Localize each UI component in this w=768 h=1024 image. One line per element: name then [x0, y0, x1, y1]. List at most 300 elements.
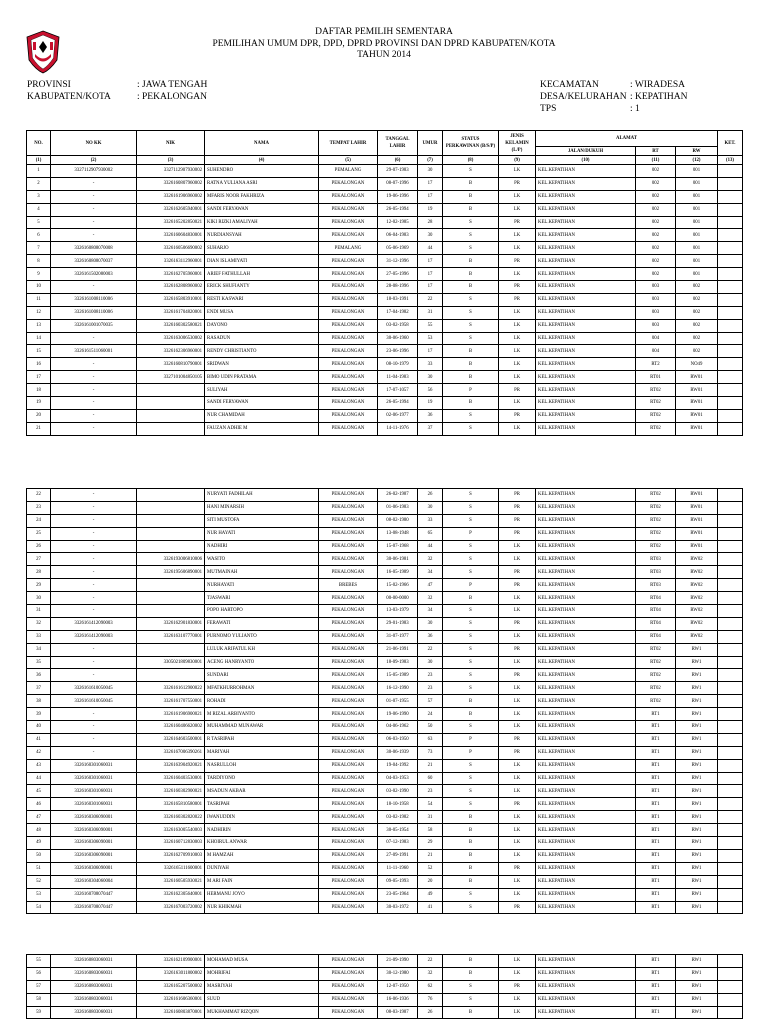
cell-rt: RT1 — [636, 993, 676, 1006]
cell-rw: RW01 — [676, 371, 718, 384]
cell-jenis-kelamin: LK — [499, 203, 536, 216]
cell-no: 59 — [27, 1006, 51, 1019]
cell-status: S — [443, 721, 499, 734]
cell-jalan-dukuh: KEL.KEPATIHAN — [536, 422, 636, 435]
cell-rw: RW1 — [676, 695, 718, 708]
header-jenis-kelamin: JENIS KELAMIN (L/P) — [499, 131, 536, 156]
cell-ket — [718, 409, 743, 422]
cell-no-kk: - — [51, 422, 137, 435]
cell-status: S — [443, 605, 499, 618]
cell-rw: 002 — [676, 345, 718, 358]
cell-umur: 23 — [418, 669, 443, 682]
cell-no: 38 — [27, 695, 51, 708]
cell-jenis-kelamin: PR — [499, 566, 536, 579]
cell-umur: 55 — [418, 319, 443, 332]
cell-nik: 3326163112960001 — [137, 255, 205, 268]
cell-status: B — [443, 967, 499, 980]
cell-jalan-dukuh: KEL.KEPATIHAN — [536, 579, 636, 592]
cell-tanggal-lahir: 27-05-1996 — [378, 268, 418, 281]
cell-nik: 3326163904920021 — [137, 759, 205, 772]
cell-rt: RT1 — [636, 824, 676, 837]
cell-rt: RT1 — [636, 785, 676, 798]
cell-ket — [718, 306, 743, 319]
cell-ket — [718, 358, 743, 371]
cell-tanggal-lahir: 03-02-1958 — [378, 319, 418, 332]
cell-jalan-dukuh: KEL.KEPATIHAN — [536, 901, 636, 914]
cell-jenis-kelamin: PR — [499, 384, 536, 397]
cell-rt: RT03 — [636, 553, 676, 566]
table-row — [27, 319, 743, 332]
cell-status: B — [443, 255, 499, 268]
cell-tanggal-lahir: 17-04-1982 — [378, 306, 418, 319]
cell-no-kk: - — [51, 746, 137, 759]
meta-label: DESA/KELURAHAN — [540, 92, 627, 102]
cell-umur: 57 — [418, 695, 443, 708]
cell-nik: 3326161906960002 — [137, 190, 205, 203]
cell-rt: RT03 — [636, 579, 676, 592]
cell-nama: MARIYAH — [205, 746, 319, 759]
cell-nama: ERICK SHUFIANTY — [205, 281, 319, 294]
cell-nik: 3326162901830001 — [137, 617, 205, 630]
table-row — [27, 566, 743, 579]
cell-nik — [137, 514, 205, 527]
cell-jenis-kelamin: LK — [499, 306, 536, 319]
cell-status: S — [443, 656, 499, 669]
column-number: (7) — [418, 156, 443, 165]
cell-umur: 58 — [418, 824, 443, 837]
cell-jalan-dukuh: KEL.KEPATIHAN — [536, 617, 636, 630]
cell-jalan-dukuh: KEL.KEPATIHAN — [536, 177, 636, 190]
cell-nik: 3326160506690002 — [137, 242, 205, 255]
cell-tempat-lahir: PEKALONGAN — [319, 669, 378, 682]
cell-jenis-kelamin: LK — [499, 785, 536, 798]
cell-umur: 17 — [418, 177, 443, 190]
cell-jalan-dukuh: KEL.KEPATIHAN — [536, 980, 636, 993]
cell-status: S — [443, 617, 499, 630]
cell-jalan-dukuh: KEL.KEPATIHAN — [536, 708, 636, 721]
cell-rt: 003 — [636, 281, 676, 294]
cell-umur: 22 — [418, 643, 443, 656]
cell-no-kk: 3326160803060031 — [51, 1006, 137, 1019]
cell-tanggal-lahir: 16-05-1989 — [378, 566, 418, 579]
cell-tanggal-lahir: 06-03-1950 — [378, 733, 418, 746]
cell-no: 46 — [27, 798, 51, 811]
cell-umur: 17 — [418, 190, 443, 203]
cell-jenis-kelamin: LK — [499, 553, 536, 566]
voter-rows — [27, 955, 743, 1019]
meta-row-kabupaten — [27, 91, 207, 103]
cell-jalan-dukuh: KEL.KEPATIHAN — [536, 332, 636, 345]
cell-jalan-dukuh: KEL.KEPATIHAN — [536, 682, 636, 695]
cell-nama: MOHAMAD MUSA — [205, 955, 319, 968]
cell-ket — [718, 384, 743, 397]
cell-jalan-dukuh: KEL.KEPATIHAN — [536, 216, 636, 229]
cell-nik: 3326167006390261 — [137, 746, 205, 759]
cell-nik: 3326165810580001 — [137, 798, 205, 811]
table-row — [27, 669, 743, 682]
cell-tempat-lahir: PEKALONGAN — [319, 955, 378, 968]
cell-no-kk: - — [51, 371, 137, 384]
cell-status: B — [443, 955, 499, 968]
cell-ket — [718, 967, 743, 980]
cell-rt: 004 — [636, 332, 676, 345]
cell-jenis-kelamin: PR — [499, 901, 536, 914]
cell-jalan-dukuh: KEL.KEPATIHAN — [536, 811, 636, 824]
cell-nama: FERAWATI — [205, 617, 319, 630]
cell-jalan-dukuh: KEL.KEPATIHAN — [536, 669, 636, 682]
cell-ket — [718, 345, 743, 358]
cell-tempat-lahir: PEKALONGAN — [319, 875, 378, 888]
cell-jenis-kelamin: PR — [499, 980, 536, 993]
title-line: PEMILIHAN UMUM DPR, DPD, DPRD PROVINSI DAN DPRD KABUPATEN/KOTA — [212, 38, 556, 49]
cell-jenis-kelamin: PR — [499, 255, 536, 268]
cell-tanggal-lahir: 04-03-1953 — [378, 772, 418, 785]
cell-tanggal-lahir: 15-02-1966 — [378, 579, 418, 592]
cell-jalan-dukuh: KEL.KEPATIHAN — [536, 165, 636, 178]
cell-umur: 29 — [418, 837, 443, 850]
cell-tanggal-lahir: 18-10-1958 — [378, 798, 418, 811]
cell-ket — [718, 955, 743, 968]
cell-ket — [718, 605, 743, 618]
cell-jenis-kelamin: LK — [499, 332, 536, 345]
column-number: (13) — [718, 156, 743, 165]
cell-tanggal-lahir: 26-05-1994 — [378, 203, 418, 216]
cell-no-kk: 3326161412090003 — [51, 617, 137, 630]
cell-no: 11 — [27, 293, 51, 306]
cell-no: 37 — [27, 682, 51, 695]
cell-rt: RT1 — [636, 901, 676, 914]
cell-status: S — [443, 888, 499, 901]
cell-rw: 001 — [676, 242, 718, 255]
table-row — [27, 875, 743, 888]
cell-jenis-kelamin: LK — [499, 967, 536, 980]
cell-no-kk: - — [51, 501, 137, 514]
cell-nik: 3326161906900021 — [137, 708, 205, 721]
cell-no-kk: - — [51, 592, 137, 605]
title-line: DAFTAR PEMILIH SEMENTARA — [315, 27, 453, 37]
cell-umur: 52 — [418, 862, 443, 875]
cell-rt: RT02 — [636, 489, 676, 502]
cell-rw: 001 — [676, 190, 718, 203]
cell-tanggal-lahir: 01-07-1955 — [378, 695, 418, 708]
table-row — [27, 332, 743, 345]
cell-umur: 30 — [418, 371, 443, 384]
cell-ket — [718, 216, 743, 229]
cell-no-kk: 3326160306090001 — [51, 862, 137, 875]
cell-rt: 002 — [636, 216, 676, 229]
cell-tanggal-lahir: 11-04-1983 — [378, 371, 418, 384]
cell-no: 10 — [27, 281, 51, 294]
cell-tanggal-lahir: 13-08-1948 — [378, 527, 418, 540]
cell-nik — [137, 384, 205, 397]
cell-tempat-lahir: PEKALONGAN — [319, 422, 378, 435]
cell-status: B — [443, 695, 499, 708]
cell-no: 48 — [27, 824, 51, 837]
table-row — [27, 837, 743, 850]
cell-jalan-dukuh: KEL.KEPATIHAN — [536, 592, 636, 605]
cell-tanggal-lahir: 08-02-1980 — [378, 514, 418, 527]
cell-jalan-dukuh: KEL.KEPATIHAN — [536, 501, 636, 514]
cell-jalan-dukuh: KEL.KEPATIHAN — [536, 733, 636, 746]
cell-jenis-kelamin: LK — [499, 397, 536, 410]
cell-nama: MOHRIFAI — [205, 967, 319, 980]
cell-rw: RW1 — [676, 785, 718, 798]
cell-rw: RW02 — [676, 605, 718, 618]
header-alamat: ALAMAT — [536, 131, 718, 147]
cell-tanggal-lahir: 01-06-1983 — [378, 501, 418, 514]
cell-no-kk: - — [51, 190, 137, 203]
meta-row-kecamatan — [540, 79, 687, 91]
cell-rt: RT02 — [636, 514, 676, 527]
cell-status: P — [443, 384, 499, 397]
cell-ket — [718, 862, 743, 875]
cell-ket — [718, 875, 743, 888]
table-row — [27, 656, 743, 669]
cell-tanggal-lahir: 31-07-1977 — [378, 630, 418, 643]
cell-umur: 30 — [418, 501, 443, 514]
cell-ket — [718, 824, 743, 837]
table-row — [27, 540, 743, 553]
cell-status: S — [443, 319, 499, 332]
cell-rw: RW1 — [676, 746, 718, 759]
cell-jenis-kelamin: PR — [499, 527, 536, 540]
table-row — [27, 605, 743, 618]
cell-tempat-lahir: PEKALONGAN — [319, 630, 378, 643]
table-row — [27, 489, 743, 502]
cell-rw: 002 — [676, 293, 718, 306]
cell-rw: RW02 — [676, 617, 718, 630]
cell-nik — [137, 669, 205, 682]
cell-tanggal-lahir: 09-05-1993 — [378, 875, 418, 888]
cell-umur: 49 — [418, 888, 443, 901]
cell-jenis-kelamin: PR — [499, 669, 536, 682]
table-row — [27, 1006, 743, 1019]
table-row — [27, 682, 743, 695]
cell-status: B — [443, 203, 499, 216]
table-row — [27, 345, 743, 358]
cell-umur: 63 — [418, 733, 443, 746]
cell-nama: POPO HARTOPO — [205, 605, 319, 618]
cell-status: B — [443, 358, 499, 371]
cell-ket — [718, 165, 743, 178]
cell-jenis-kelamin: LK — [499, 371, 536, 384]
cell-nik: 3326162305640001 — [137, 888, 205, 901]
cell-jenis-kelamin: PR — [499, 514, 536, 527]
cell-jenis-kelamin: LK — [499, 190, 536, 203]
cell-umur: 19 — [418, 203, 443, 216]
cell-tanggal-lahir: 16-06-1936 — [378, 993, 418, 1006]
cell-no-kk: 3326160306090001 — [51, 824, 137, 837]
cell-jalan-dukuh: KEL.KEPATIHAN — [536, 268, 636, 281]
cell-nik: 3326161612900022 — [137, 682, 205, 695]
cell-jalan-dukuh: KEL.KEPATIHAN — [536, 746, 636, 759]
cell-jalan-dukuh: KEL.KEPATIHAN — [536, 345, 636, 358]
cell-status: B — [443, 397, 499, 410]
cell-status: B — [443, 371, 499, 384]
cell-no: 25 — [27, 527, 51, 540]
cell-no-kk: 3326160708070447 — [51, 901, 137, 914]
cell-ket — [718, 371, 743, 384]
cell-jalan-dukuh: KEL.KEPATIHAN — [536, 540, 636, 553]
cell-no-kk: - — [51, 358, 137, 371]
cell-no: 49 — [27, 837, 51, 850]
cell-no-kk: 3326160803060031 — [51, 967, 137, 980]
cell-rt: 002 — [636, 190, 676, 203]
cell-rt: RT02 — [636, 501, 676, 514]
cell-umur: 65 — [418, 527, 443, 540]
cell-umur: 30 — [418, 656, 443, 669]
cell-jenis-kelamin: LK — [499, 811, 536, 824]
cell-nama: FAUZAN ADHIE M — [205, 422, 319, 435]
cell-status: P — [443, 527, 499, 540]
cell-jenis-kelamin: PR — [499, 216, 536, 229]
cell-status: B — [443, 708, 499, 721]
cell-umur: 41 — [418, 901, 443, 914]
cell-tempat-lahir: PEKALONGAN — [319, 798, 378, 811]
cell-no-kk: 3326160808070008 — [51, 242, 137, 255]
cell-rw: RW1 — [676, 721, 718, 734]
column-number: (10) — [536, 156, 636, 165]
cell-nama: MFARIS NOOR FAKHRIZA — [205, 190, 319, 203]
cell-no: 29 — [27, 579, 51, 592]
cell-jenis-kelamin: LK — [499, 1006, 536, 1019]
column-number: (9) — [499, 156, 536, 165]
cell-no: 24 — [27, 514, 51, 527]
meta-row-tps — [540, 103, 687, 115]
meta-label: KABUPATEN/KOTA — [27, 92, 111, 102]
cell-jalan-dukuh: KEL.KEPATIHAN — [536, 993, 636, 1006]
table-row — [27, 514, 743, 527]
cell-status: B — [443, 811, 499, 824]
cell-tanggal-lahir: 03-02-1982 — [378, 811, 418, 824]
cell-nama: MSADUN AKBAR — [205, 785, 319, 798]
cell-jenis-kelamin: LK — [499, 875, 536, 888]
cell-jenis-kelamin: PR — [499, 798, 536, 811]
cell-tempat-lahir: PEKALONGAN — [319, 384, 378, 397]
cell-tempat-lahir: PEKALONGAN — [319, 901, 378, 914]
meta-value: : WIRADESA — [630, 80, 685, 90]
cell-rw: RW01 — [676, 514, 718, 527]
cell-status: B — [443, 849, 499, 862]
cell-ket — [718, 177, 743, 190]
cell-rw: RW1 — [676, 980, 718, 993]
cell-rw: RW01 — [676, 527, 718, 540]
cell-tanggal-lahir: 03-02-1990 — [378, 785, 418, 798]
cell-rt: RT01 — [636, 371, 676, 384]
cell-status: S — [443, 798, 499, 811]
cell-rt: RT02 — [636, 540, 676, 553]
cell-ket — [718, 630, 743, 643]
cell-tanggal-lahir: 28-08-1996 — [378, 281, 418, 294]
cell-nama: IWANUDDIN — [205, 811, 319, 824]
cell-nama: ACENG HANRYANTO — [205, 656, 319, 669]
cell-umur: 32 — [418, 592, 443, 605]
cell-rt: 003 — [636, 293, 676, 306]
cell-no: 5 — [27, 216, 51, 229]
cell-nik: 3326165207500002 — [137, 980, 205, 993]
cell-umur: 36 — [418, 409, 443, 422]
cell-no-kk: 3326160301060031 — [51, 798, 137, 811]
cell-rw: RW1 — [676, 811, 718, 824]
cell-nik — [137, 592, 205, 605]
cell-no-kk: - — [51, 527, 137, 540]
cell-ket — [718, 255, 743, 268]
cell-nik: 3326160810790001 — [137, 358, 205, 371]
cell-nik: 3326161704820001 — [137, 306, 205, 319]
cell-ket — [718, 332, 743, 345]
cell-rw: RW1 — [676, 772, 718, 785]
cell-no: 52 — [27, 875, 51, 888]
cell-jalan-dukuh: KEL.KEPATIHAN — [536, 849, 636, 862]
cell-tanggal-lahir: 18-09-1983 — [378, 656, 418, 669]
cell-rw: 002 — [676, 332, 718, 345]
cell-rt: RT02 — [636, 656, 676, 669]
cell-umur: 21 — [418, 849, 443, 862]
cell-no: 4 — [27, 203, 51, 216]
cell-tanggal-lahir: 12-07-1950 — [378, 980, 418, 993]
cell-jenis-kelamin: PR — [499, 862, 536, 875]
cell-no: 45 — [27, 785, 51, 798]
cell-tanggal-lahir: 21-06-1991 — [378, 643, 418, 656]
cell-rt: RT1 — [636, 980, 676, 993]
cell-rw: 002 — [676, 281, 718, 294]
cell-jenis-kelamin: PR — [499, 746, 536, 759]
cell-umur: 22 — [418, 293, 443, 306]
cell-rt: RT1 — [636, 888, 676, 901]
cell-umur: 34 — [418, 566, 443, 579]
cell-rt: 002 — [636, 165, 676, 178]
cell-jenis-kelamin: LK — [499, 759, 536, 772]
cell-tanggal-lahir: 31-12-1996 — [378, 255, 418, 268]
cell-no: 43 — [27, 759, 51, 772]
cell-tempat-lahir: PEKALONGAN — [319, 268, 378, 281]
cell-status: S — [443, 216, 499, 229]
cell-nama: ENDI MUSA — [205, 306, 319, 319]
cell-jalan-dukuh: KEL.KEPATIHAN — [536, 759, 636, 772]
cell-rt: 002 — [636, 203, 676, 216]
cell-no: 15 — [27, 345, 51, 358]
table-row — [27, 862, 743, 875]
header-nik: NIK — [137, 131, 205, 156]
cell-status: S — [443, 566, 499, 579]
cell-tanggal-lahir: 07-12-1983 — [378, 837, 418, 850]
cell-rw: 002 — [676, 319, 718, 332]
cell-tempat-lahir: PEKALONGAN — [319, 967, 378, 980]
cell-umur: 62 — [418, 980, 443, 993]
cell-ket — [718, 849, 743, 862]
cell-no-kk: 3326160301060031 — [51, 759, 137, 772]
cell-status: S — [443, 759, 499, 772]
cell-rw: 001 — [676, 216, 718, 229]
cell-tanggal-lahir: 30-05-1954 — [378, 824, 418, 837]
cell-rt: RT04 — [636, 592, 676, 605]
cell-status: P — [443, 579, 499, 592]
cell-nama: KIKI RIZKI AMALIYAH — [205, 216, 319, 229]
cell-tempat-lahir: PEKALONGAN — [319, 708, 378, 721]
table-row — [27, 216, 743, 229]
cell-status: S — [443, 422, 499, 435]
cell-rt: RT1 — [636, 837, 676, 850]
cell-umur: 30 — [418, 229, 443, 242]
cell-jalan-dukuh: KEL.KEPATIHAN — [536, 1006, 636, 1019]
cell-umur: 32 — [418, 553, 443, 566]
cell-jalan-dukuh: KEL.KEPATIHAN — [536, 255, 636, 268]
table-row — [27, 268, 743, 281]
cell-nama: NUR CHAMIDAH — [205, 409, 319, 422]
cell-nik: 3326160406620002 — [137, 721, 205, 734]
cell-umur: 33 — [418, 514, 443, 527]
cell-no: 32 — [27, 617, 51, 630]
